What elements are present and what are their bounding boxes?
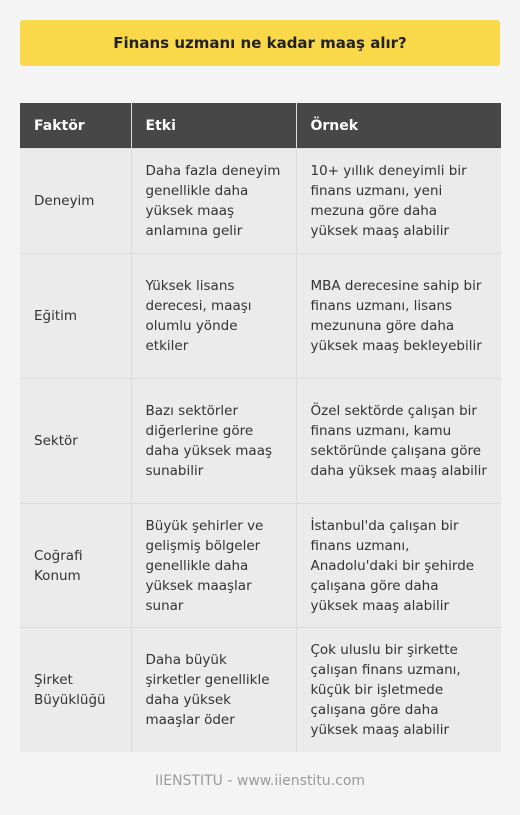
- footer-credit: IIENSTITU - www.iienstitu.com: [154, 773, 366, 789]
- header-example: Örnek: [296, 103, 501, 149]
- factor-cell: Deneyim: [20, 149, 131, 254]
- effect-cell: Bazı sektörler diğerlerine göre daha yüksek maaş sunabilir: [131, 379, 296, 504]
- factor-cell: Şirket Büyüklüğü: [20, 628, 131, 753]
- table-row: [20, 504, 501, 628]
- salary-factors-table: [20, 103, 501, 752]
- title-banner: [20, 20, 500, 66]
- effect-cell: Daha fazla deneyim genellikle daha yüksek maaş anlamına gelir: [131, 149, 296, 254]
- example-cell: Özel sektörde çalışan bir finans uzmanı, kamu sektöründe çalışana göre daha yüksek maaş alabilir: [296, 379, 501, 504]
- table-row: [20, 149, 501, 254]
- example-cell: Çok uluslu bir şirkette çalışan finans uzmanı, küçük bir işletmede çalışana göre daha yüksek maaş alabilir: [296, 628, 501, 753]
- table-header-row: [20, 103, 501, 149]
- example-cell: İstanbul'da çalışan bir finans uzmanı, Anadolu'daki bir şehirde çalışana göre daha yüksek maaş alabilir: [296, 504, 501, 628]
- factor-cell: Eğitim: [20, 254, 131, 379]
- header-effect: Etki: [131, 103, 296, 149]
- factor-cell: Coğrafi Konum: [20, 504, 131, 628]
- effect-cell: Yüksek lisans derecesi, maaşı olumlu yönde etkiler: [131, 254, 296, 379]
- page-title: Finans uzmanı ne kadar maaş alır?: [113, 34, 407, 52]
- example-cell: MBA derecesine sahip bir finans uzmanı, lisans mezununa göre daha yüksek maaş bekleyebilir: [296, 254, 501, 379]
- table-row: [20, 379, 501, 504]
- header-factor: Faktör: [20, 103, 131, 149]
- factor-cell: Sektör: [20, 379, 131, 504]
- example-cell: 10+ yıllık deneyimli bir finans uzmanı, yeni mezuna göre daha yüksek maaş alabilir: [296, 149, 501, 254]
- table-row: [20, 254, 501, 379]
- effect-cell: Büyük şehirler ve gelişmiş bölgeler genellikle daha yüksek maaşlar sunar: [131, 504, 296, 628]
- effect-cell: Daha büyük şirketler genellikle daha yüksek maaşlar öder: [131, 628, 296, 753]
- table-row: [20, 628, 501, 753]
